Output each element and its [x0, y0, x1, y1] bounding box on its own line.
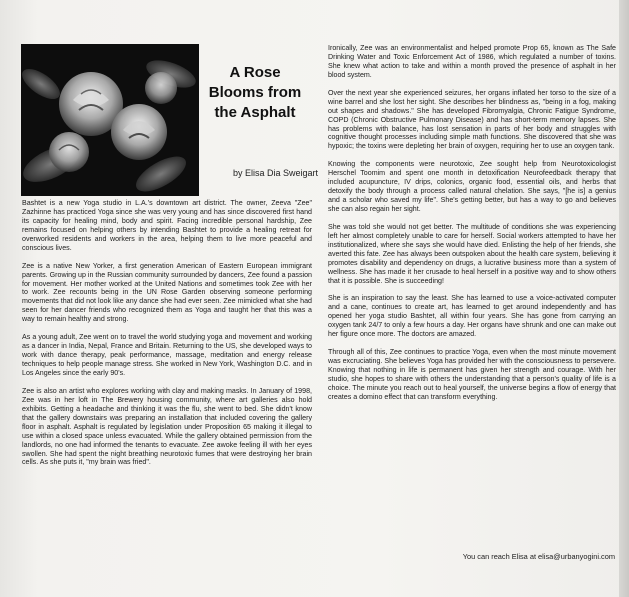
right-column [328, 44, 616, 411]
article-title: A Rose Blooms from the Asphalt [208, 64, 302, 121]
article-byline: by Elisa Dia Sweigart [232, 168, 318, 178]
author-contact: You can reach Elisa at elisa@urbanyogini.com [462, 552, 615, 561]
page-edge [619, 0, 629, 597]
paragraph: Ironically, Zee was an environmentalist and helped promote Prop 65, known as The Safe Drinking Water and Toxic Enforcement Act of 1986, which regulated a number of toxins. She knew what action to take and within a month proved the presence of asphalt in her blood system. [328, 44, 616, 79]
paragraph: Zee is a native New Yorker, a first generation American of Eastern European immigrant parents. Growing up in the Russian community surrounded by dancers, Zee found a passion for movement. Her mother worked at the United Nations and sometimes took Zee with her to work. Zee recounts being in the UN Rose Garden observing someone performing movements that did not look like any dance she had ever seen. Zee mimicked what she had seen for her dancer friends who recognized them as Yoga and taught her that this was a way to remain healthy and strong. [22, 261, 312, 324]
paragraph: She was told she would not get better. The multitude of conditions she was experiencing left her almost completely unable to care for herself. Social workers attempted to have her institutionalized, where she says she would have died. Enlisting the help of her friends, she averted this fate. Zee has always been outspoken about the health care system, believing it promotes disability and dependency on drugs, a lucrative business more than a system of wellness. She has made it her crusade to heal herself in a positive way and to show others that it is possible. She is succeeding! [328, 222, 616, 285]
paragraph: Bashtet is a new Yoga studio in L.A.'s downtown art district. The owner, Zeeva "Zee" Zazhinne has practiced Yoga since she was very young and has since discovered first hand its capacity for healing mind, body and spirit. Facing incredible personal hardship, Zee remains focused on helping others by intending Bashtet to provide a healing retreat for overworked residents and workers in the area, helping them to live more peaceful and conscious lives. [22, 199, 312, 252]
paragraph: Over the next year she experienced seizures, her organs inflated her torso to the size of a wine barrel and she lost her sight. She describes her blindness as, "being in a fog, making out shapes and shadows." She has developed Fibromyalgia, Chronic Fatigue Syndrome, COPD (Chronic Obstructive Pulmonary Disease) and has short-term memory lapses. She has problems with balance, has lost sensation in parts of her body and struggles with cognitive thought processes including simple math functions. She discovered that she was hypoxic; the toxins were depleting her brain of oxygen, requiring her to use an oxygen tank. [328, 88, 616, 151]
rose-flower-icon [21, 44, 199, 196]
paragraph: She is an inspiration to say the least. She has learned to use a voice-activated computer and a cane, continues to create art, has learned to get around independently and has opened her yoga studio Bashtet, all within four years. She has gone from carrying an oxygen tank 24/7 to only a few hours a day. Her organs have shrunk and one can make out her figure once more. The doctors are amazed. [328, 294, 616, 339]
left-column [22, 199, 312, 476]
paragraph: As a young adult, Zee went on to travel the world studying yoga and movement and working as a dancer in India, Nepal, France and Britain. Returning to the US, she developed ways to work with dance therapy, peak performance, massage, meditation and energy release techniques to help people manage stress. She worked in New York, Washington D.C. and in Los Angeles since the early 90's. [22, 333, 312, 377]
paragraph: Zee is also an artist who explores working with clay and making masks. In January of 1998, Zee was in her loft in The Brewery housing community, where art galleries also hold exhibits. Getting a headache and thinking it was the flu, she went to bed. She didn't know that the gallery downstairs was preparing an installation that included covering the gallery floor in asphalt. Asphalt is regulated by legislation under Proposition 65 making it illegal to use within a closed space unless evacuated. While the gallery obtained permission from the landlords, no one had informed the tenants to evacuate. Zee awoke feeling ill with her eyes swollen. She had spent the night breathing neurotoxic fumes that were destroying her brain cells. As she puts it, "my brain was fried". [22, 386, 312, 467]
paragraph: Knowing the components were neurotoxic, Zee sought help from Neurotoxicologist Herschel Toomim and spent one month in detoxification Neurofeedback therapy that included acupuncture, IV drips, colonics, organic food, essential oils, and herbs that detoxify the body through a process called natural chelation. She says, "[he is] a genius and a scholar who saved my life". She's getting better, but has a way to go and believes she can also regain her sight. [328, 160, 616, 214]
rose-photo [21, 44, 199, 196]
paragraph: Through all of this, Zee continues to practice Yoga, even when the most minute movement was excruciating. She believes Yoga has provided her with the consciousness to persevere. Knowing that nothing in life is permanent has given her strength and courage. With her studio, she hopes to share with others the understanding that a person's quality of life is a choice. The minute you reach out to heal yourself, the universe begins a flow of energy that creates a domino effect that can transform everything. [328, 348, 616, 401]
